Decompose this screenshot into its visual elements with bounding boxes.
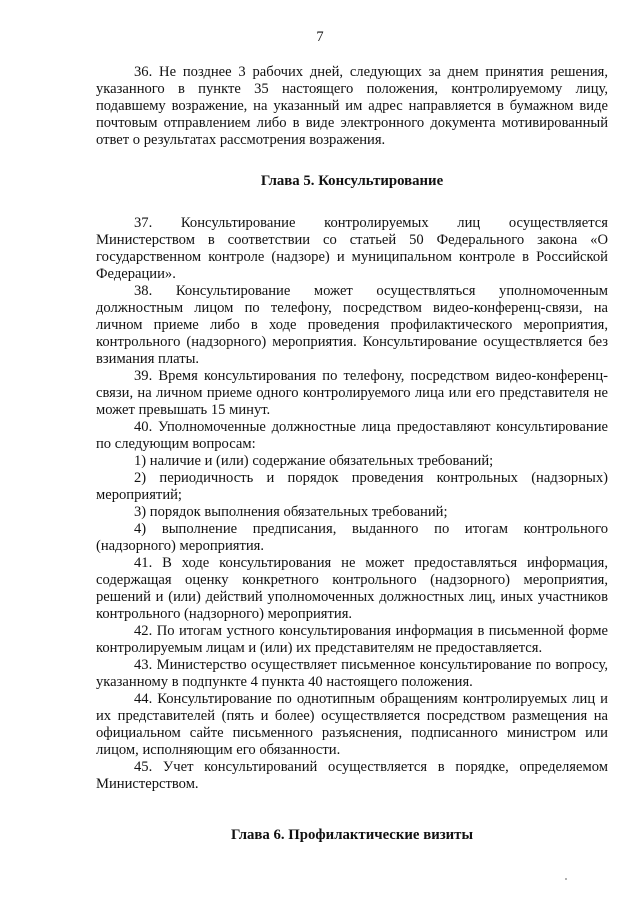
paragraph-40: 40. Уполномоченные должностные лица предоставляют консультирование по следующим вопросам: xyxy=(96,419,608,452)
paragraph-41: 41. В ходе консультирования не может предоставляться информация, содержащая оценку конкретного контрольного (надзорного) мероприятия, решений и (или) действий уполномоченных должностных лиц, иных участников контрольного (надзорного) мероприятия. xyxy=(96,555,608,622)
paragraph-42: 42. По итогам устного консультирования информация в письменной форме контролируемым лицам и (или) их представителям не предоставляется. xyxy=(96,623,608,656)
page-number: 7 xyxy=(316,29,324,45)
paragraph-45: 45. Учет консультирований осуществляется в порядке, определяемом Министерством. xyxy=(96,759,608,792)
document-body xyxy=(96,64,608,844)
paragraph-39: 39. Время консультирования по телефону, посредством видео-конференц-связи, на личном приеме одного контролируемого лица или его представителя не может превышать 15 минут. xyxy=(96,368,608,418)
list-item-4: 4) выполнение предписания, выданного по итогам контрольного (надзорного) мероприятия. xyxy=(96,521,608,554)
chapter-5-heading: Глава 5. Консультирование xyxy=(260,173,444,189)
list-item-3: 3) порядок выполнения обязательных требований; xyxy=(134,504,448,520)
chapter-6-heading: Глава 6. Профилактические визиты xyxy=(230,827,474,843)
list-item-2: 2) периодичность и порядок проведения контрольных (надзорных) мероприятий; xyxy=(96,470,608,503)
paragraph-43: 43. Министерство осуществляет письменное консультирование по вопросу, указанному в подпункте 4 пункта 40 настоящего положения. xyxy=(96,657,608,690)
paragraph-36: 36. Не позднее 3 рабочих дней, следующих за днем принятия решения, указанного в пункте 35 настоящего положения, контролируемому лицу, подавшему возражение, на указанный им адрес направляется в бумажном виде почтовым отправлением либо в виде электронного документа мотивированный ответ о результатах рассмотрения возражения. xyxy=(96,64,608,148)
scan-speck xyxy=(565,878,567,880)
paragraph-44: 44. Консультирование по однотипным обращениям контролируемых лиц и их представителей (пять и более) осуществляется посредством размещения на официальном сайте письменного разъяснения, подписанного министром или лицом, исполняющим его обязанности. xyxy=(96,691,608,758)
paragraph-37: 37. Консультирование контролируемых лиц осуществляется Министерством в соответствии со статьей 50 Федерального закона «О государственном контроле (надзоре) и муниципальном контроле в Российской Федерации». xyxy=(96,215,608,282)
paragraph-38: 38. Консультирование может осуществляться уполномоченным должностным лицом по телефону, посредством видео-конференц-связи, на личном приеме либо в ходе проведения профилактического мероприятия, контрольного (надзорного) мероприятия. Консультирование осуществляется без взимания платы. xyxy=(96,283,608,367)
list-item-1: 1) наличие и (или) содержание обязательных требований; xyxy=(134,453,494,469)
